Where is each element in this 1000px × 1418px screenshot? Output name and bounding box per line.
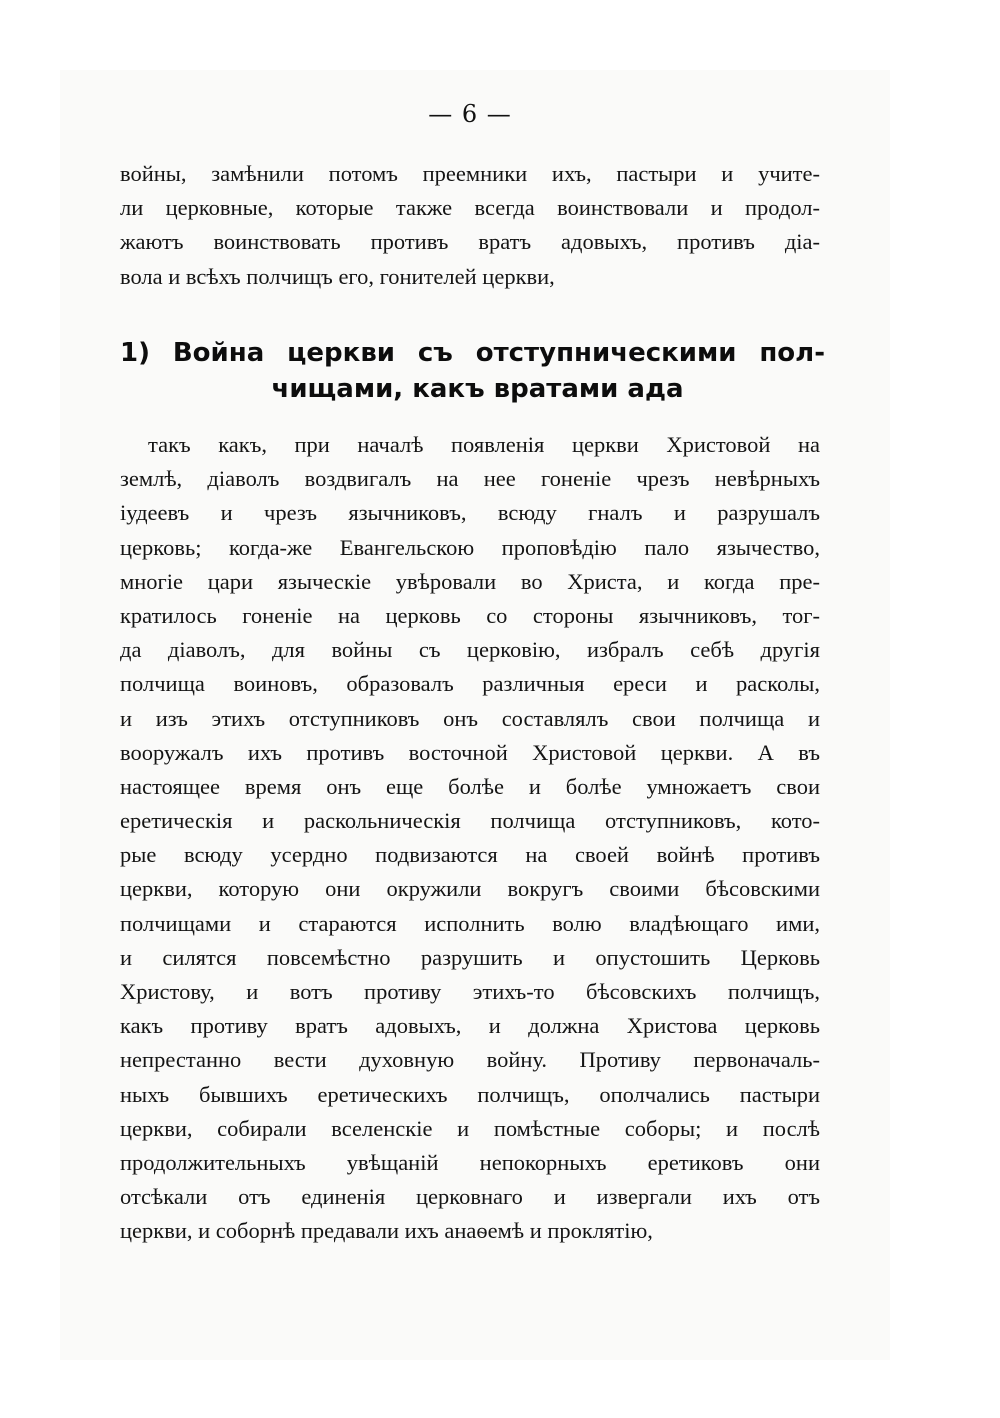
text-line: войны, замѣнили потомъ преемники ихъ, пастыри и учите-	[120, 161, 820, 186]
text-line: землѣ, діаволъ воздвигалъ на нее гоненіе чрезъ невѣрныхъ	[120, 466, 820, 492]
text-line: церковь; когда-же Евангельскою проповѣдію пало язычество,	[120, 534, 820, 560]
text-line: полчища воиновъ, образовалъ различныя ереси и расколы,	[120, 671, 820, 697]
text-line: церкви, и соборнѣ предавали ихъ анаѳемѣ и проклятію,	[120, 1218, 653, 1244]
text-line: да діаволъ, для войны съ церковію, избралъ себѣ другія	[120, 637, 820, 663]
text-line: ныхъ бывшихъ еретическихъ полчищъ, ополчались пастыри	[120, 1081, 820, 1107]
text-line: церкви, собирали вселенскіе и помѣстные соборы; и послѣ	[120, 1115, 820, 1141]
text-line: жаютъ воинствовать противъ вратъ адовыхъ, противъ діа-	[120, 229, 820, 255]
text-line: такъ какъ, при началѣ появленія церкви Христовой на	[148, 432, 820, 457]
intro-paragraph	[120, 157, 820, 294]
text-line: церкви, которую они окружили вокругъ своими бѣсовскими	[120, 876, 820, 902]
text-line: настоящее время онъ еще болѣе и болѣе умножаетъ свои	[120, 773, 820, 799]
heading-line: чищами, какъ вратами ада	[271, 374, 684, 404]
heading-line: 1) Война церкви съ отступническими пол-	[120, 338, 825, 368]
text-line: какъ противу вратъ адовыхъ, и должна Христова церковь	[120, 1013, 820, 1039]
text-line: отсѣкали отъ единенія церковнаго и извергали ихъ отъ	[120, 1184, 820, 1210]
text-line: непрестанно вести духовную войну. Противу первоначаль-	[120, 1047, 820, 1073]
body-paragraph	[120, 428, 820, 1249]
text-line: и изъ этихъ отступниковъ онъ составлялъ свои полчища и	[120, 705, 820, 731]
text-line: еретическія и раскольническія полчища отступниковъ, кото-	[120, 808, 820, 834]
text-line: продолжительныхъ увѣщаній непокорныхъ еретиковъ они	[120, 1149, 820, 1175]
section-heading	[120, 335, 825, 407]
text-line: вооружалъ ихъ противъ восточной Христовой церкви. А въ	[120, 739, 820, 765]
text-line: ли церковные, которые также всегда воинствовали и продол-	[120, 195, 820, 221]
text-line: вола и всѣхъ полчищъ его, гонителей церкви,	[120, 263, 555, 289]
text-line: полчищами и стараются исполнить волю владѣющаго ими,	[120, 910, 820, 936]
page-number: — 6 —	[428, 100, 512, 128]
text-line: рые всюду усердно подвизаются на своей войнѣ противъ	[120, 842, 820, 868]
text-line: іудеевъ и чрезъ язычниковъ, всюду гналъ и разрушалъ	[120, 500, 820, 526]
text-line: и силятся повсемѣстно разрушить и опустошить Церковь	[120, 944, 820, 970]
text-line: кратилось гоненіе на церковь со стороны язычниковъ, тог-	[120, 602, 820, 628]
text-line: многіе цари языческіе увѣровали во Христа, и когда пре-	[120, 568, 820, 594]
text-line: Христову, и вотъ противу этихъ-то бѣсовскихъ полчищъ,	[120, 979, 820, 1004]
